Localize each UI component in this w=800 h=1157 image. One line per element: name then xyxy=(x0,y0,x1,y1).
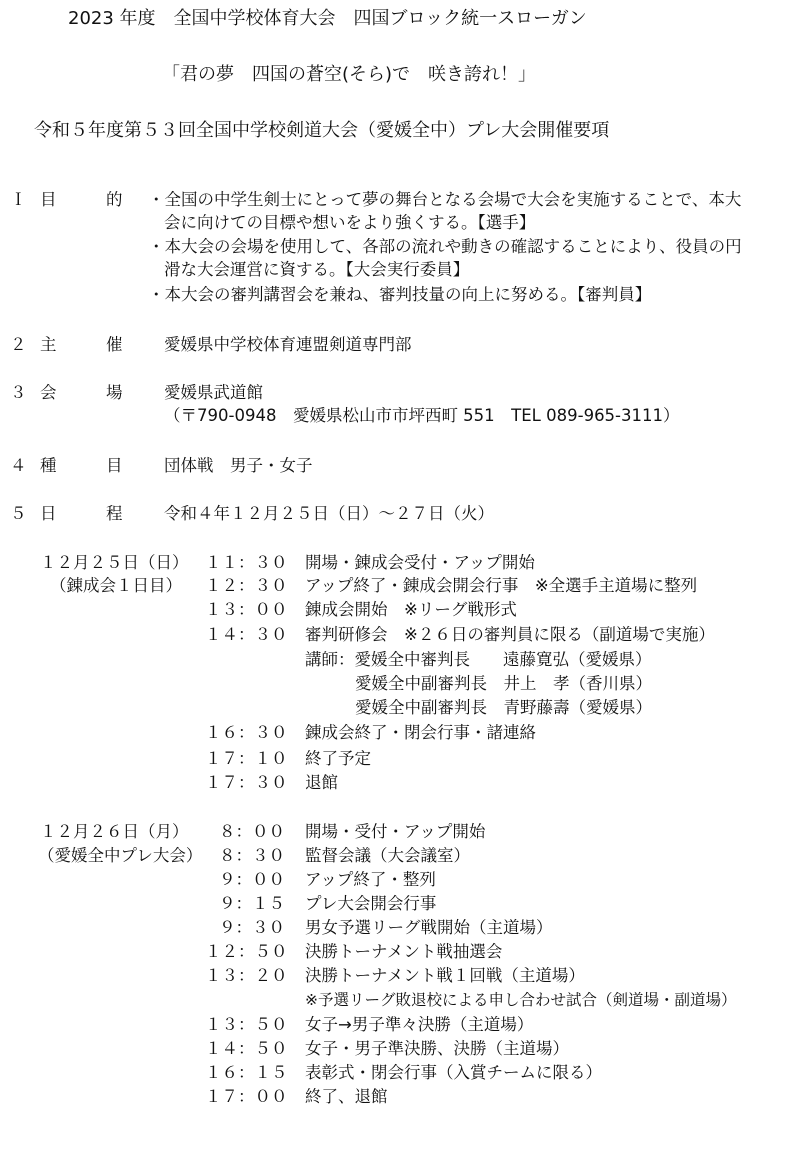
day2-item: 女子・男子準決勝、決勝（主道場） xyxy=(305,1039,569,1058)
day2-time: １３：５０ xyxy=(205,1015,288,1034)
day1-time: １２：３０ xyxy=(205,576,288,595)
day2-item: プレ大会開会行事 xyxy=(305,894,437,913)
day1-date: １２月２５日（日） xyxy=(40,553,189,572)
section-label-venue: 会 場 xyxy=(40,383,123,402)
section-label-schedule: 日 程 xyxy=(40,504,123,523)
day1-item: アップ終了・錬成会開会行事 ※全選手主道場に整列 xyxy=(305,576,698,595)
section-label-purpose: 目 的 xyxy=(40,190,123,209)
lecturer-line: 講師：愛媛全中審判長 遠藤寛弘（愛媛県） xyxy=(305,650,652,669)
day1-subtitle: （錬成会１日目） xyxy=(50,576,182,595)
day2-item: 監督会議（大会議室） xyxy=(305,846,470,865)
day2-item: 女子→男子準々決勝（主道場） xyxy=(305,1015,534,1034)
day2-time: １４：５０ xyxy=(205,1039,288,1058)
day1-time: １７：１０ xyxy=(205,749,288,768)
day2-time: ９：３０ xyxy=(219,918,285,937)
day2-item: 男女予選リーグ戦開始（主道場） xyxy=(305,918,553,937)
day2-time: １６：１５ xyxy=(205,1063,288,1082)
day1-item: 錬成会開始 ※リーグ戦形式 xyxy=(305,600,517,619)
section-number-4: ４ xyxy=(10,456,27,475)
organizer-value: 愛媛県中学校体育連盟剣道専門部 xyxy=(164,335,412,354)
day1-time: １４：３０ xyxy=(205,625,288,644)
day2-time: １２：５０ xyxy=(205,942,288,961)
day2-time: ８：００ xyxy=(219,822,285,841)
day2-date: １２月２６日（月） xyxy=(40,822,189,841)
lecturer-line: 愛媛全中副審判長 井上 孝（香川県） xyxy=(355,674,652,693)
venue-value: 愛媛県武道館 xyxy=(164,383,263,402)
venue-address: （〒790-0948 愛媛県松山市市坪西町 551 TEL 089-965-3111） xyxy=(164,406,680,425)
day1-item: 退館 xyxy=(305,773,338,792)
purpose-line-3: ・本大会の会場を使用して、各部の流れや動きの確認することにより、役員の円 xyxy=(148,237,742,256)
section-number-1: Ｉ xyxy=(10,190,27,209)
day2-item: 表彰式・閉会行事（入賞チームに限る） xyxy=(305,1063,602,1082)
section-number-5: ５ xyxy=(10,504,27,523)
day1-item: 審判研修会 ※２６日の審判員に限る（副道場で実施） xyxy=(305,625,715,644)
lecturer-line: 愛媛全中副審判長 青野藤壽（愛媛県） xyxy=(355,698,652,717)
day2-time: ９：１５ xyxy=(219,894,285,913)
slogan-title: 2023 年度 全国中学校体育大会 四国ブロック統一スローガン xyxy=(68,8,587,29)
day2-note: ※予選リーグ敗退校による申し合わせ試合（剣道場・副道場） xyxy=(305,991,737,1009)
document-title: 令和５年度第５３回全国中学校剣道大会（愛媛全中）プレ大会開催要項 xyxy=(34,120,610,141)
purpose-line-5: ・本大会の審判講習会を兼ね、審判技量の向上に努める。【審判員】 xyxy=(148,285,652,304)
day1-item: 錬成会終了・閉会行事・諸連絡 xyxy=(305,723,536,742)
purpose-line-1: ・全国の中学生剣士にとって夢の舞台となる会場で大会を実施することで、本大 xyxy=(148,190,742,209)
day1-item: 終了予定 xyxy=(305,749,371,768)
day2-item: 決勝トーナメント戦抽選会 xyxy=(305,942,503,961)
day2-time: ８：３０ xyxy=(219,846,285,865)
day1-time: １７：３０ xyxy=(205,773,288,792)
day2-time: １７：００ xyxy=(205,1087,288,1106)
day2-time: ９：００ xyxy=(219,870,285,889)
events-value: 団体戦 男子・女子 xyxy=(164,456,313,475)
schedule-value: 令和４年１２月２５日（日）～２７日（火） xyxy=(164,504,494,523)
section-label-events: 種 目 xyxy=(40,456,123,475)
day1-item: 開場・錬成会受付・アップ開始 xyxy=(305,553,535,572)
day1-time: １６：３０ xyxy=(205,723,288,742)
day1-time: １１：３０ xyxy=(205,553,288,572)
purpose-line-4: 滑な大会運営に資する。【大会実行委員】 xyxy=(164,260,470,279)
day2-item: 決勝トーナメント戦１回戦（主道場） xyxy=(305,966,585,985)
purpose-line-2: 会に向けての目標や想いをより強くする。【選手】 xyxy=(164,213,536,232)
day2-time: １３：２０ xyxy=(205,966,288,985)
day2-item: 終了、退館 xyxy=(305,1087,388,1106)
day1-time: １３：００ xyxy=(205,600,288,619)
day2-item: 開場・受付・アップ開始 xyxy=(305,822,486,841)
day2-subtitle: （愛媛全中プレ大会） xyxy=(38,846,203,865)
section-number-2: ２ xyxy=(10,335,27,354)
slogan: 「君の夢 四国の蒼空(そら)で 咲き誇れ！」 xyxy=(162,64,537,85)
section-label-organizer: 主 催 xyxy=(40,335,123,354)
section-number-3: ３ xyxy=(10,383,27,402)
day2-item: アップ終了・整列 xyxy=(305,870,436,889)
